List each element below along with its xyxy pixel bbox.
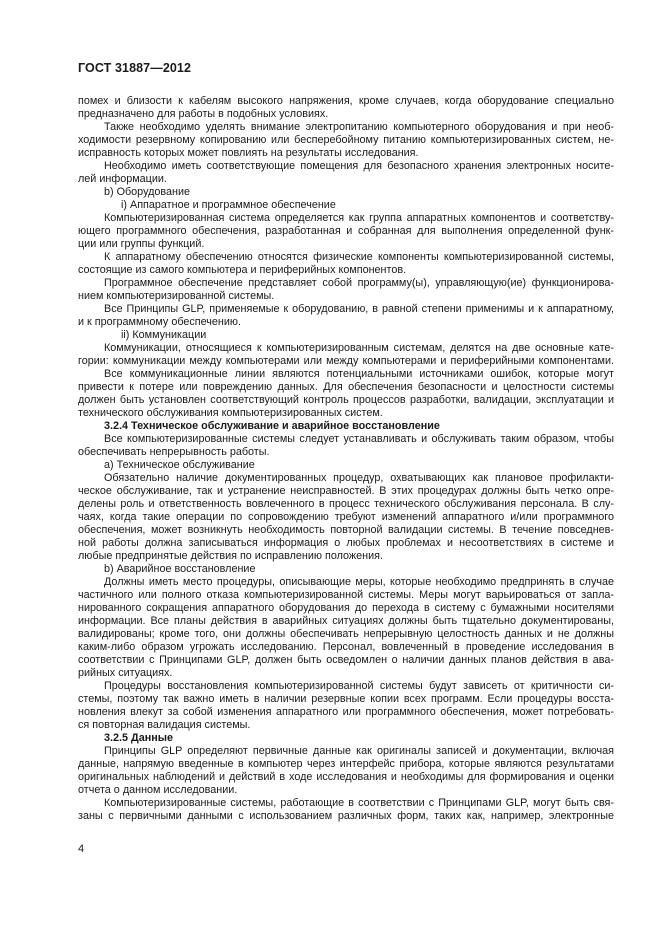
text-line: Процедуры восстановления компьютеризированной системы будут зависеть от критичности си- — [104, 680, 614, 692]
text-line: Компьютеризированная система определяется как группа аппаратных компонентов и соответству- — [104, 212, 614, 224]
text-line: i) Аппаратное и программное обеспечение — [121, 199, 336, 211]
text-line: технического обслуживания компьютеризированных систем. — [78, 407, 383, 419]
text-line: ся повторная валидация системы. — [78, 719, 251, 731]
text-line: валидированы; кроме того, они должны обеспечивать непрерывную целостность данных и не должны — [78, 628, 614, 640]
text-line: ii) Коммуникации — [121, 329, 207, 341]
text-line: Компьютеризированные системы, работающие в соответствии с Принципами GLP, могут быть свя- — [104, 797, 614, 809]
text-line: каким-либо образом угрожать исследованию. Персонал, вовлеченный в проведение исследования в — [78, 641, 614, 653]
text-line: Должны иметь место процедуры, описывающие меры, которые необходимо предпринять в случае — [104, 576, 614, 588]
text-line: ции или группы функций. — [78, 238, 205, 250]
text-line: и к программному обеспечению. — [78, 316, 241, 328]
text-line: ной работы должна записываться информация о любых проблемах и несоответствиях в системе и — [78, 537, 614, 549]
text-line: Обязательно наличие документированных процедур, охватывающих как плановое профилакти- — [104, 472, 614, 484]
page-number: 4 — [78, 843, 85, 855]
text-line: данные, напрямую введенные в компьютер через интерфейс прибора, которые являются результатами — [78, 758, 614, 770]
text-line: предназначено для работы в подобных условиях. — [78, 108, 329, 120]
text-line: Принципы GLP определяют первичные данные как оригиналы записей и документации, включая — [104, 745, 614, 757]
text-line: Все Принципы GLP, применяемые к оборудованию, в равной степени применимы и к аппаратному, — [104, 303, 614, 315]
text-line: новления влекут за собой изменения аппаратного или программного обеспечения, может потребовать- — [78, 706, 614, 718]
text-line: нием компьютеризированной системы. — [78, 290, 275, 302]
text-line: Все компьютеризированные системы следует устанавливать и обслуживать таким образом, чтобы — [104, 433, 614, 445]
text-line: Все коммуникационные линии являются потенциальными источниками ошибок, которые могут — [104, 368, 614, 380]
text-line: a) Техническое обслуживание — [104, 459, 255, 471]
text-line: b) Оборудование — [104, 186, 191, 198]
text-line: лей информации. — [78, 173, 167, 185]
document-body — [78, 95, 614, 823]
text-line: ющего программного обеспечения, разработанная и собранная для выполнения определенной функ- — [78, 225, 614, 237]
text-line: стемы, поэтому так важно иметь в наличии резервные копии всех программ. Если процедуры восста- — [78, 693, 614, 705]
text-line: К аппаратному обеспечению относятся физические компоненты компьютеризированной системы, — [104, 251, 614, 263]
text-line: Также необходимо уделять внимание электропитанию компьютерного оборудования и при необ- — [104, 121, 614, 133]
text-line: обеспечения, может возникнуть необходимость повторной валидации системы. В течение повседнев- — [78, 524, 614, 536]
text-line: отчета о данном исследовании. — [78, 784, 238, 796]
text-line: привести к потере или повреждению данных. Для обеспечения безопасности и целостности системы — [78, 381, 614, 393]
text-line: рийных ситуациях. — [78, 667, 173, 679]
text-line: помех и близости к кабелям высокого напряжения, кроме случаев, когда оборудование специально — [78, 95, 614, 107]
text-line: чаях, когда такие операции по сопровождению требуют изменений аппаратного и/или программного — [78, 511, 614, 523]
document-header: ГОСТ 31887—2012 — [78, 61, 192, 75]
text-line: частичного или полного отказа компьютеризированной системы. Меры могут варьироваться от запла- — [78, 589, 614, 601]
text-line: Необходимо иметь соответствующие помещения для безопасного хранения электронных носите- — [104, 160, 614, 172]
text-line: 3.2.5 Данные — [104, 732, 173, 744]
text-line: соответствии с Принципами GLP, должен быть осведомлен о наличии данных планов действия в ава- — [78, 654, 614, 666]
text-line: 3.2.4 Техническое обслуживание и аварийное восстановление — [104, 420, 440, 432]
text-line: ходимости резервному копированию или бесперебойному питанию компьютеризированных систем, не- — [78, 134, 614, 146]
text-line: делены роль и ответственность вовлеченного в процесс технического обслуживания персонала. В слу- — [78, 498, 614, 510]
text-line: гории: коммуникации между компьютерами или между компьютерами и периферийными компонентами. — [78, 355, 614, 367]
text-line: оригинальных наблюдений и действий в ходе исследования и необходимы для формирования и оценки — [78, 771, 614, 783]
text-line: нированного сокращения аппаратного оборудования до перехода в систему с бумажными носителями — [78, 602, 614, 614]
text-line: Программное обеспечение представляет собой программу(ы), управляющую(ие) функционирова- — [104, 277, 614, 289]
text-line: должен быть установлен соответствующий контроль процессов разработки, валидации, эксплуатации и — [78, 394, 614, 406]
text-line: Коммуникации, относящиеся к компьютеризированным системам, делятся на две основные кате- — [104, 342, 614, 354]
text-line: состоящие из самого компьютера и периферийных компонентов. — [78, 264, 407, 276]
text-line: ческое обслуживание, так и устранение неисправностей. В этих процедурах должны быть четко опре- — [78, 485, 614, 497]
text-line: любые предпринятые действия по исправлению положения. — [78, 550, 383, 562]
text-line: обеспечивать непрерывность работы. — [78, 446, 270, 458]
text-line: исправность которых может повлиять на результаты исследования. — [78, 147, 419, 159]
text-line: информации. Все планы действия в аварийных ситуациях должны быть тщательно документированы, — [78, 615, 614, 627]
text-line: b) Аварийное восстановление — [104, 563, 256, 575]
text-line: заны с первичными данными с использованием различных форм, таких как, например, электронные — [78, 810, 614, 822]
